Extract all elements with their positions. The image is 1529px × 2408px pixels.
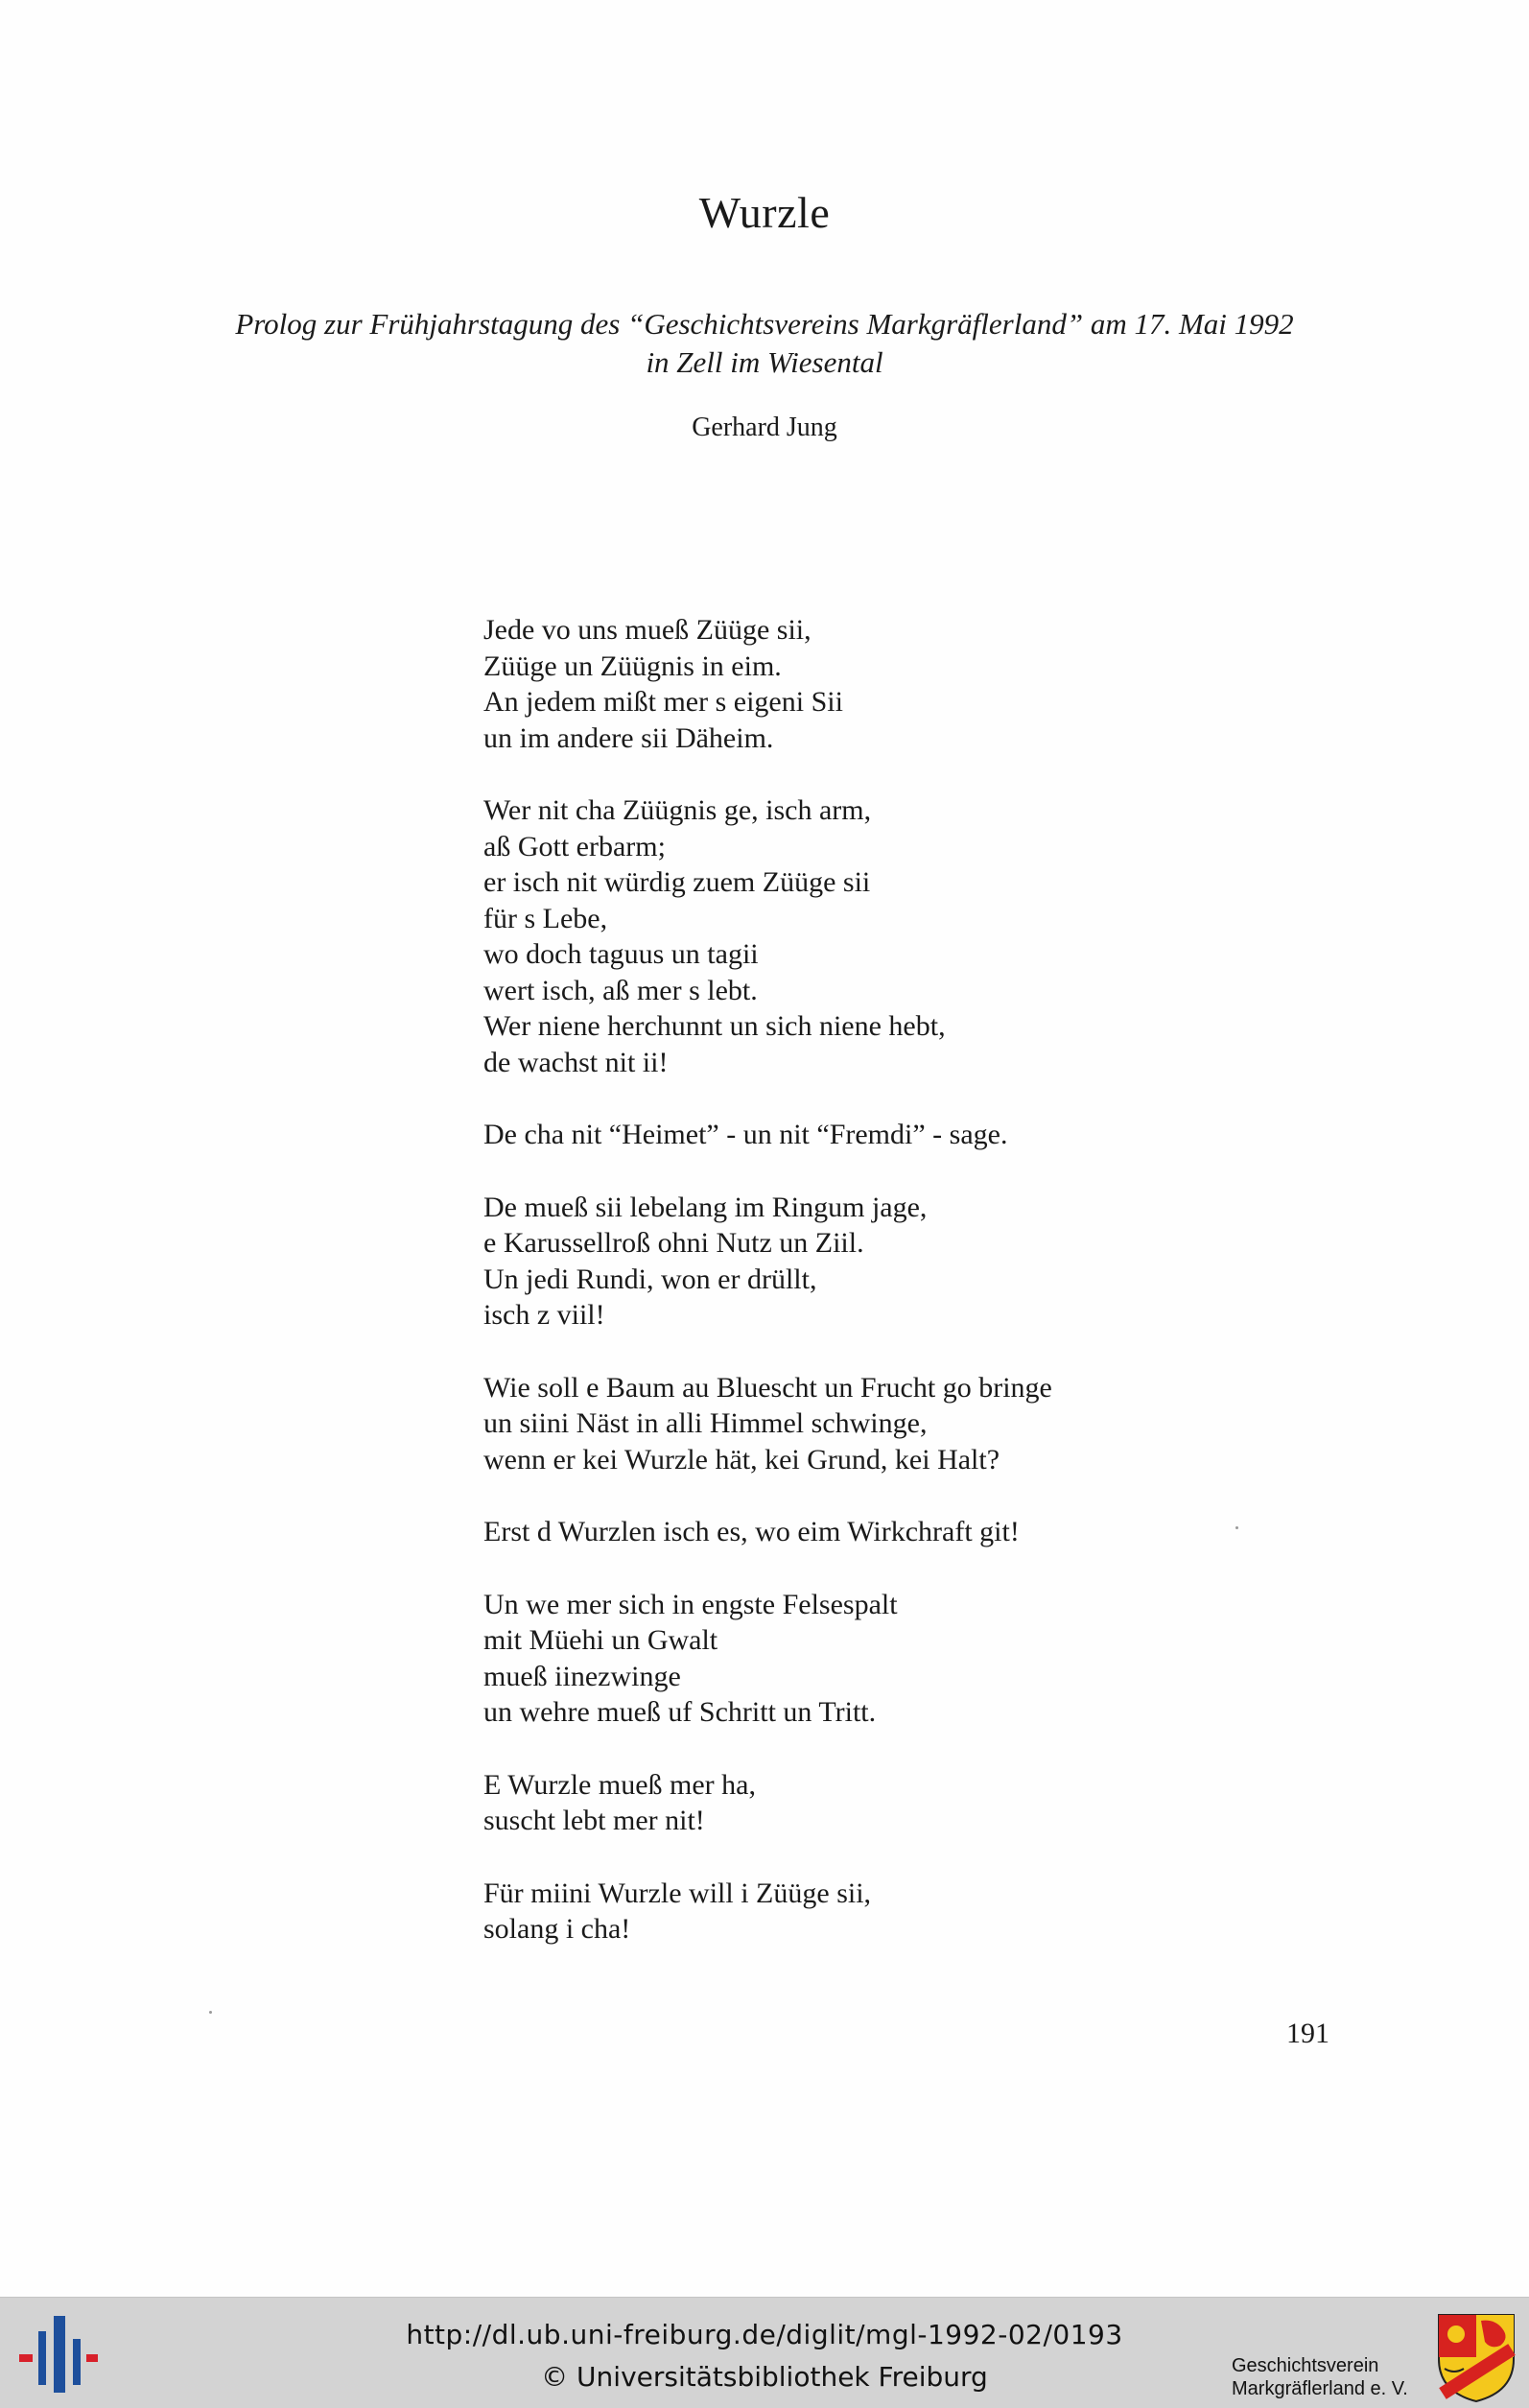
poem-line: isch z viil! <box>483 1299 605 1331</box>
stanza <box>483 1587 1308 1731</box>
poem-line: An jedem mißt mer s eigeni Sii <box>483 686 843 718</box>
copyright-notice: © Universitätsbibliothek Freiburg <box>541 2361 988 2393</box>
stanza <box>483 612 1308 756</box>
stanza <box>483 1117 1308 1153</box>
poem-line: un wehre mueß uf Schritt un Tritt. <box>483 1696 877 1728</box>
subtitle <box>182 305 1347 382</box>
poem-title: Wurzle <box>698 188 831 237</box>
poem-line: solang i cha! <box>483 1913 631 1945</box>
poem-line: de wachst nit ii! <box>483 1046 669 1078</box>
poem-line: wert isch, aß mer s lebt. <box>483 974 758 1006</box>
scan-speck <box>1235 1526 1238 1529</box>
society-name <box>1232 2354 1433 2400</box>
coat-of-arms-icon <box>1435 2311 1517 2403</box>
poem-line: wo doch taguus un tagii <box>483 938 759 970</box>
poem-line: wenn er kei Wurzle hät, kei Grund, kei Halt? <box>483 1443 1000 1475</box>
poem-line: für s Lebe, <box>483 902 608 934</box>
subtitle-line: in Zell im Wiesental <box>646 345 883 379</box>
poem-line: mit Müehi un Gwalt <box>483 1624 718 1656</box>
author-name: Gerhard Jung <box>692 413 837 442</box>
footer-bar <box>0 2297 1529 2408</box>
stanza <box>483 1767 1308 1839</box>
permalink-url[interactable]: http://dl.ub.uni-freiburg.de/diglit/mgl-1992-02/0193 <box>406 2319 1123 2350</box>
poem-line: un siini Näst in alli Himmel schwinge, <box>483 1407 928 1439</box>
poem-line: De cha nit “Heimet” - un nit “Fremdi” - sage. <box>483 1119 1008 1150</box>
page-number: 191 <box>1286 2018 1329 2049</box>
poem-line: Un jedi Rundi, won er drüllt, <box>483 1263 817 1295</box>
stanza <box>483 1514 1308 1550</box>
society-name-line: Geschichtsverein <box>1232 2355 1379 2376</box>
poem-line: Wer niene herchunnt un sich niene hebt, <box>483 1010 946 1042</box>
poem-body <box>483 612 1308 1984</box>
poem-line: er isch nit würdig zuem Züüge sii <box>483 866 871 898</box>
stanza <box>483 1370 1308 1478</box>
stanza <box>483 1876 1308 1948</box>
poem-line: suscht lebt mer nit! <box>483 1805 705 1836</box>
poem-line: Jede vo uns mueß Züüge sii, <box>483 614 812 646</box>
scan-speck <box>209 2011 212 2014</box>
poem-line: Un we mer sich in engste Felsespalt <box>483 1588 898 1620</box>
poem-line: Wer nit cha Züügnis ge, isch arm, <box>483 794 872 826</box>
poem-line: Für miini Wurzle will i Züüge sii, <box>483 1877 872 1909</box>
poem-line: Züüge un Züügnis in eim. <box>483 649 782 682</box>
poem-line: De mueß sii lebelang im Ringum jage, <box>483 1191 928 1223</box>
subtitle-line: Prolog zur Frühjahrstagung des “Geschichtsvereins Markgräflerland” am 17. Mai 1992 <box>235 307 1294 341</box>
poem-line: Erst d Wurzlen isch es, wo eim Wirkchraft git! <box>483 1516 1020 1547</box>
poem-line: aß Gott erbarm; <box>483 830 666 862</box>
society-name-line: Markgräflerland e. V. <box>1232 2378 1408 2399</box>
stanza <box>483 1190 1308 1334</box>
poem-line: mueß iinezwinge <box>483 1660 681 1692</box>
poem-line: e Karussellroß ohni Nutz un Ziil. <box>483 1227 864 1259</box>
poem-line: un im andere sii Däheim. <box>483 721 774 754</box>
poem-line: Wie soll e Baum au Bluescht un Frucht go bringe <box>483 1371 1052 1404</box>
poem-line: E Wurzle mueß mer ha, <box>483 1768 756 1801</box>
stanza <box>483 792 1308 1080</box>
